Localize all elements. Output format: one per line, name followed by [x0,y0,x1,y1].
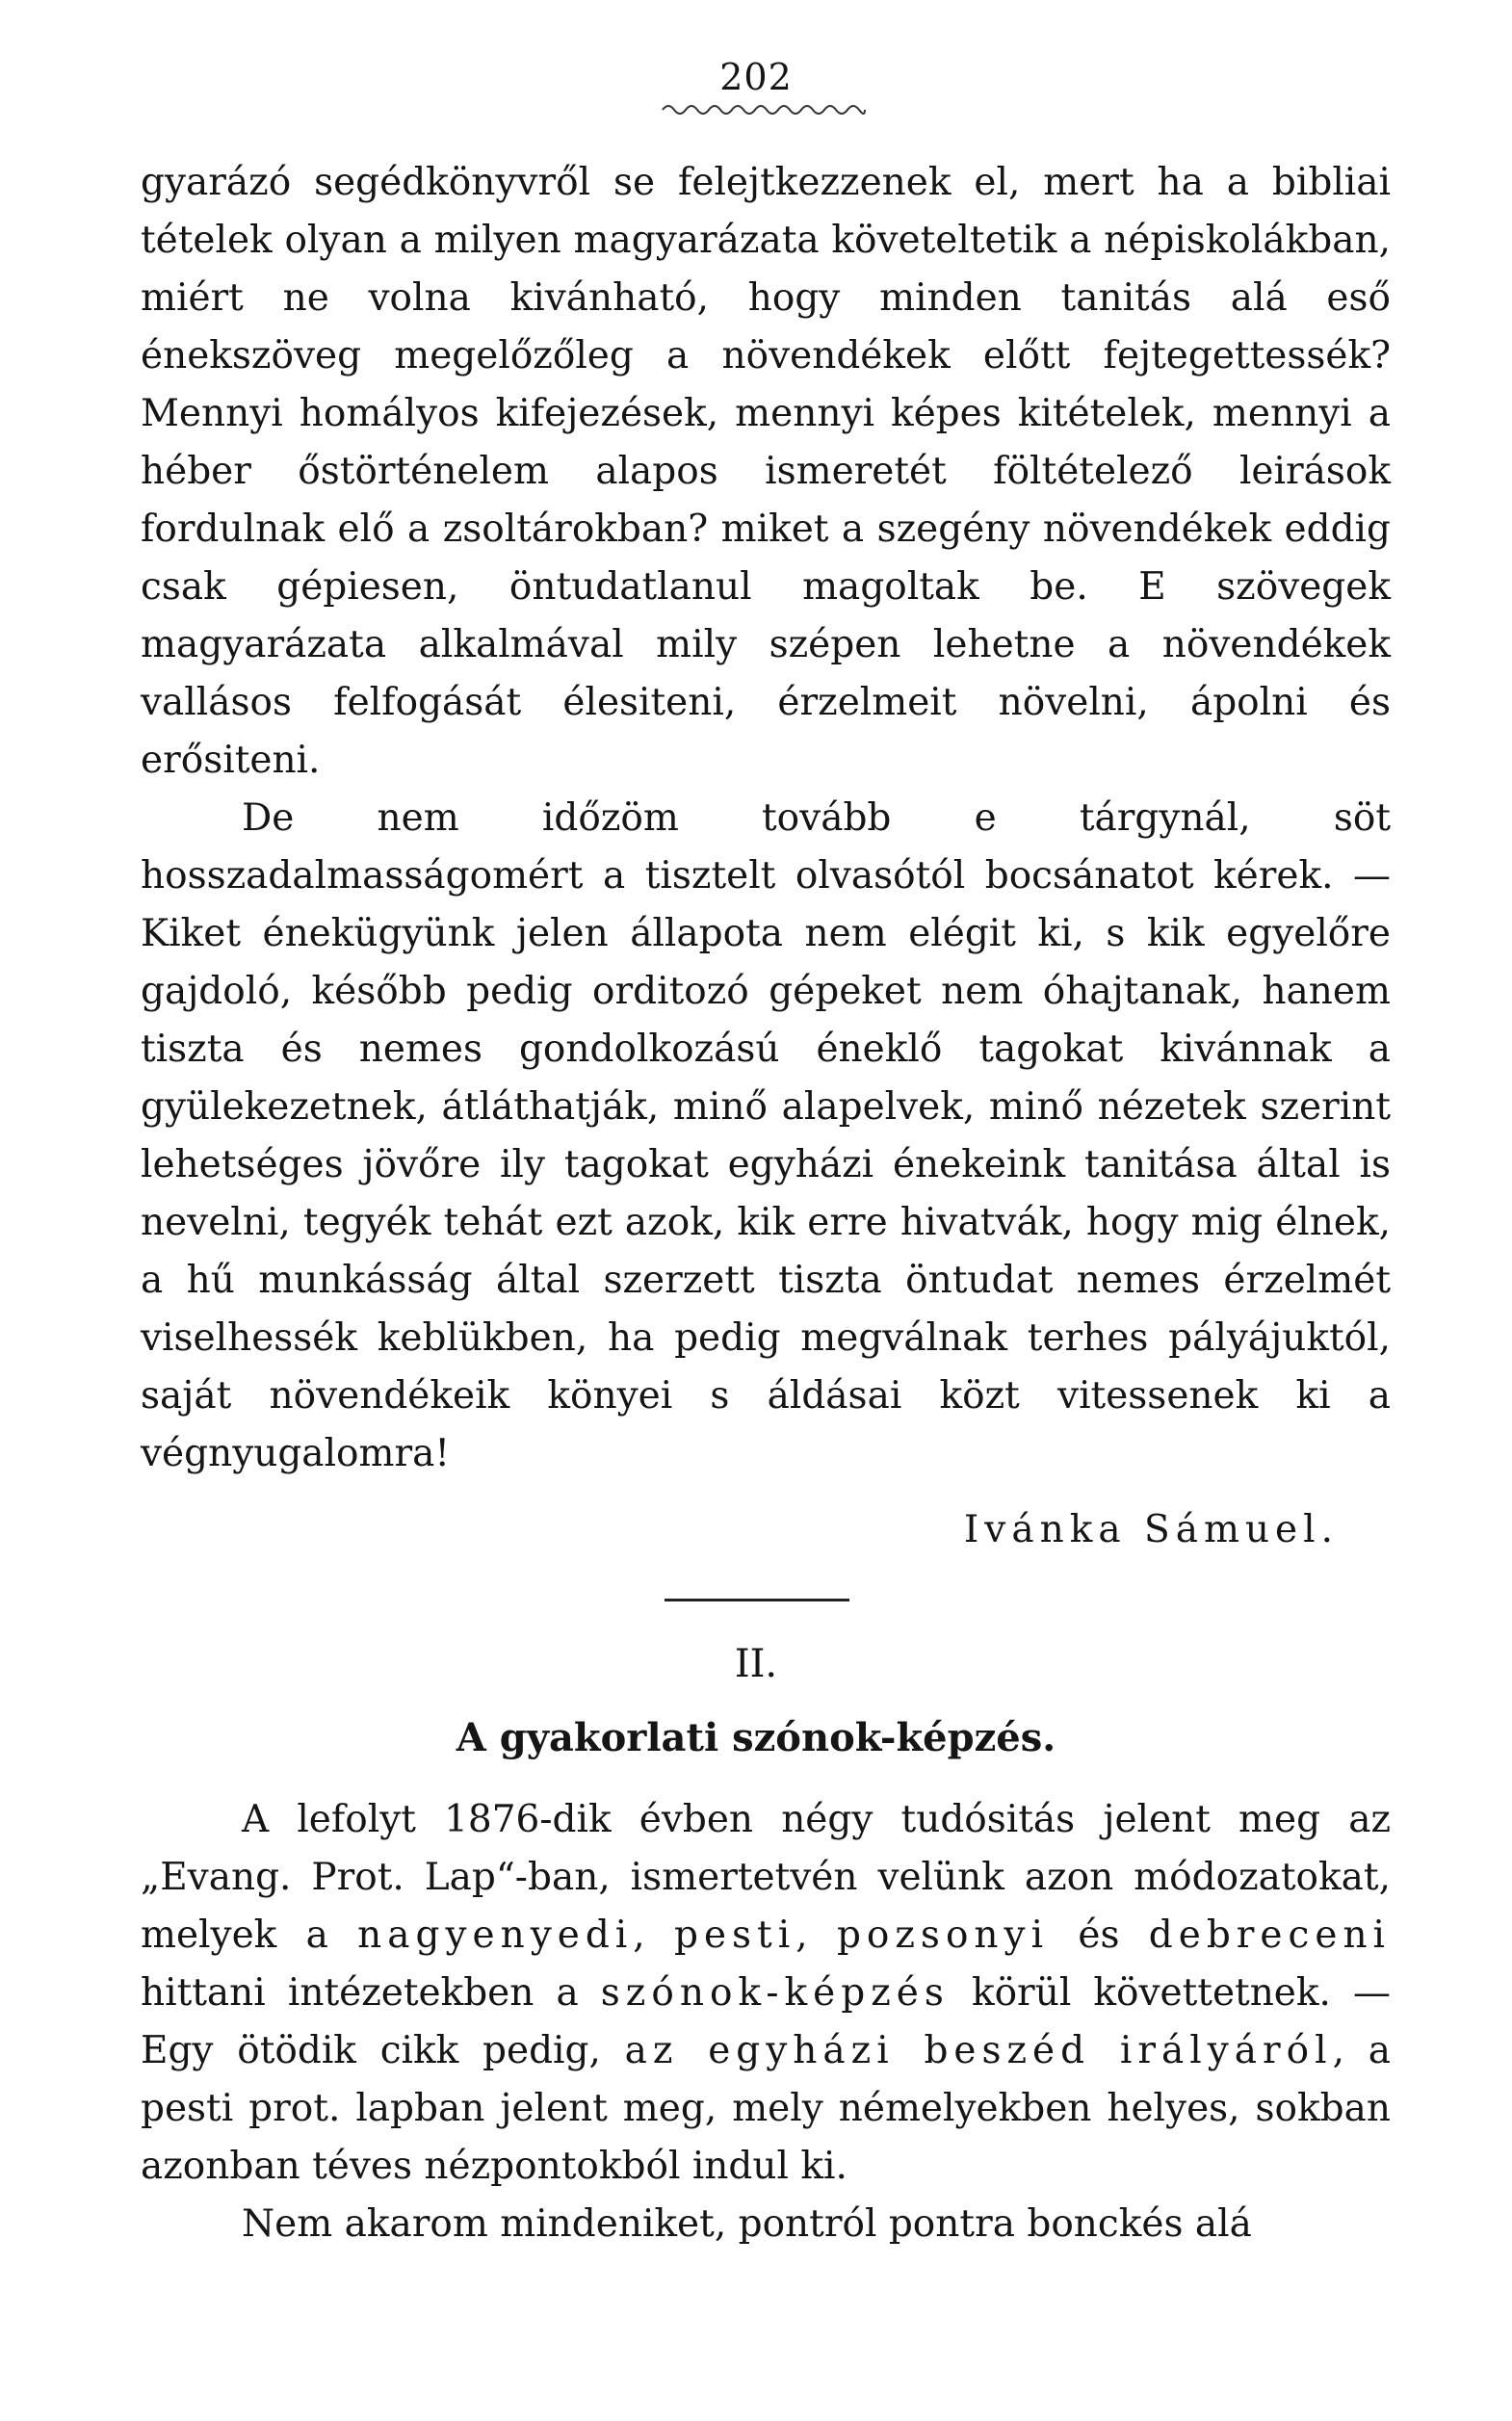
paragraph-continued: gyarázó segédkönyvről se felejtkezzenek el, mert ha a bibliai tételek olyan a milyen magyarázata követeltetik a népiskolákban, miért ne volna kivánható, hogy minden tanitás alá eső énekszöveg megelőzőleg a növendékek előtt fejtegettessék? Mennyi homályos kifejezések, mennyi képes kitételek, mennyi a héber őstörténelem alapos ismeretét föltételező leirások fordulnak elő a zsoltárokban? miket a szegény növendékek eddig csak gépiesen, öntudatlanul magoltak be. E szövegek magyarázata alkalmával mily szépen lehetne a növendékek vallásos felfogását élesiteni, érzelmeit növelni, ápolni és erősiteni. [141,161,1391,782]
text-run: , a pesti prot. lapban jelent meg, mely némelyekben helyes, sokban azonban téves nézpontokból indul ki. [141,2029,1392,2188]
continued-text [141,154,1391,1483]
text-run: A lefolyt 1876-dik évben négy tudósitás jelent meg az „Evang. Prot. Lap“-ban, ismertetvén velünk azon módozatokat, melyek a [141,1798,1391,1957]
section-paragraph-1 [141,1791,1391,2196]
spaced-term-pozsonyi: pozsonyi [836,1913,1050,1957]
text-run: , [633,1913,674,1957]
section-numeral: II. [734,1642,778,1686]
spaced-term-szonok-kepzes: szónok-képzés [600,1971,950,2015]
section-title: A gyakorlati szónok-képzés. [456,1715,1056,1760]
section-divider [665,1599,849,1601]
text-run: hittani intézetekben a [141,1971,601,2015]
spaced-term-pesti: pesti [674,1913,796,1957]
page-number: 202 [719,56,793,98]
text-run: körül követtetnek. — Egy ötödik cikk pedig, [141,1971,1391,2072]
section-text [141,1791,1391,2253]
author-signature: Ivánka Sámuel. [963,1508,1339,1551]
spaced-term-egyhazi-beszed: az egyházi beszéd irályáról [624,2029,1333,2072]
text-run: és [1049,1913,1149,1957]
page-number-ornament [661,100,867,119]
paragraph-closing: De nem időzöm tovább e tárgynál, söt hosszadalmasságomért a tisztelt olvasótól bocsánatot kérek. — Kiket énekügyünk jelen állapota nem elégit ki, s kik egyelőre gajdoló, később pedig orditozó gépeket nem óhajtanak, hanem tiszta és nemes gondolkozású éneklő tagokat kivánnak a gyülekezetnek, átláthatják, minő alapelvek, minő nézetek szerint lehetséges jövőre ily tagokat egyházi énekeink tanitása által is nevelni, tegyék tehát ezt azok, kik erre hivatvák, hogy mig élnek, a hű munkásság által szerzett tiszta öntudat nemes érzelmét viselhessék keblükben, ha pedig megválnak terhes pályájuktól, saját növendékeik könyei s áldásai közt vitessenek ki a végnyugalomra! [141,796,1391,1475]
text-run: , [795,1913,837,1957]
spaced-term-debreceni: debreceni [1148,1913,1392,1957]
spaced-term-nagyenyedi: nagyenyedi [357,1913,634,1957]
section-paragraph-2: Nem akarom mindeniket, pontról pontra bonckés alá [242,2202,1252,2246]
